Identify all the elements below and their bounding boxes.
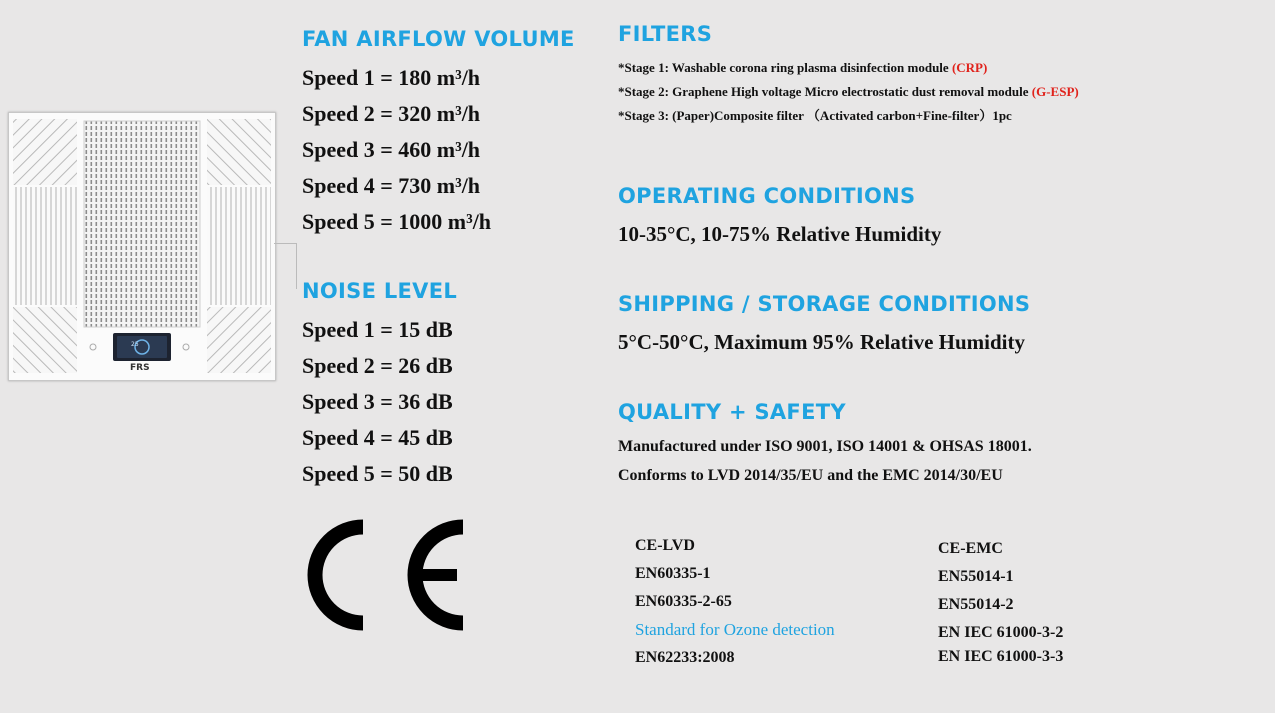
standard-item: EN IEC 61000-3-3	[938, 648, 1064, 665]
noise-item: Speed 4 = 45 dB	[302, 425, 453, 450]
standard-item: EN62233:2008	[635, 649, 735, 666]
filters-heading: FILTERS	[618, 22, 713, 46]
standard-item: EN IEC 61000-3-2	[938, 624, 1064, 641]
standard-item: EN55014-1	[938, 568, 1014, 585]
operating-heading: OPERATING CONDITIONS	[618, 184, 916, 208]
operating-value: 10-35°C, 10-75% Relative Humidity	[618, 222, 942, 246]
noise-item: Speed 2 = 26 dB	[302, 353, 453, 378]
ozone-label: Standard for Ozone detection	[635, 620, 835, 639]
filters-list	[618, 56, 1079, 128]
standard-item: EN60335-2-65	[635, 593, 732, 610]
noise-item: Speed 5 = 50 dB	[302, 461, 453, 486]
standards-emc-column	[938, 535, 1063, 667]
filter-stage-2: *Stage 2: Graphene High voltage Micro electrostatic dust removal module (G-ESP)	[618, 84, 1079, 99]
standard-item: EN55014-2	[938, 596, 1014, 613]
airflow-item: Speed 5 = 1000 m³/h	[302, 209, 492, 234]
filter-code: (G-ESP)	[1031, 84, 1079, 99]
quality-heading: QUALITY + SAFETY	[618, 400, 846, 424]
quality-text	[618, 432, 1032, 490]
quality-line-2: Conforms to LVD 2014/35/EU and the EMC 2014/30/EU	[618, 467, 1003, 484]
shipping-value: 5°C-50°C, Maximum 95% Relative Humidity	[618, 330, 1026, 354]
noise-item: Speed 1 = 15 dB	[302, 317, 453, 342]
airflow-item: Speed 3 = 460 m³/h	[302, 137, 481, 162]
brand-label: FRS	[130, 363, 150, 373]
divider-connector	[274, 243, 297, 289]
noise-item: Speed 3 = 36 dB	[302, 389, 453, 414]
noise-list	[302, 312, 453, 492]
ce-mark-c	[315, 527, 363, 623]
standard-item: CE-LVD	[635, 537, 695, 554]
shipping-heading: SHIPPING / STORAGE CONDITIONS	[618, 292, 1031, 316]
ce-mark-logo	[305, 518, 475, 636]
standard-item: EN60335-1	[635, 565, 711, 582]
airflow-heading: FAN AIRFLOW VOLUME	[302, 27, 575, 51]
airflow-list	[302, 60, 491, 240]
filter-stage-3: *Stage 3: (Paper)Composite filter （Activated carbon+Fine-filter）1pc	[618, 108, 1012, 123]
filter-stage-1: *Stage 1: Washable corona ring plasma disinfection module (CRP)	[618, 60, 988, 75]
airflow-item: Speed 2 = 320 m³/h	[302, 101, 481, 126]
filter-code: (CRP)	[951, 60, 988, 75]
product-image	[8, 112, 276, 381]
air-purifier-illustration	[9, 113, 275, 380]
standards-lvd-column	[635, 532, 835, 672]
noise-heading: NOISE LEVEL	[302, 279, 458, 303]
display-reading: 25	[131, 341, 139, 348]
airflow-item: Speed 4 = 730 m³/h	[302, 173, 481, 198]
standard-item: CE-EMC	[938, 540, 1003, 557]
quality-line-1: Manufactured under ISO 9001, ISO 14001 & OHSAS 18001.	[618, 438, 1032, 455]
airflow-item: Speed 1 = 180 m³/h	[302, 65, 481, 90]
